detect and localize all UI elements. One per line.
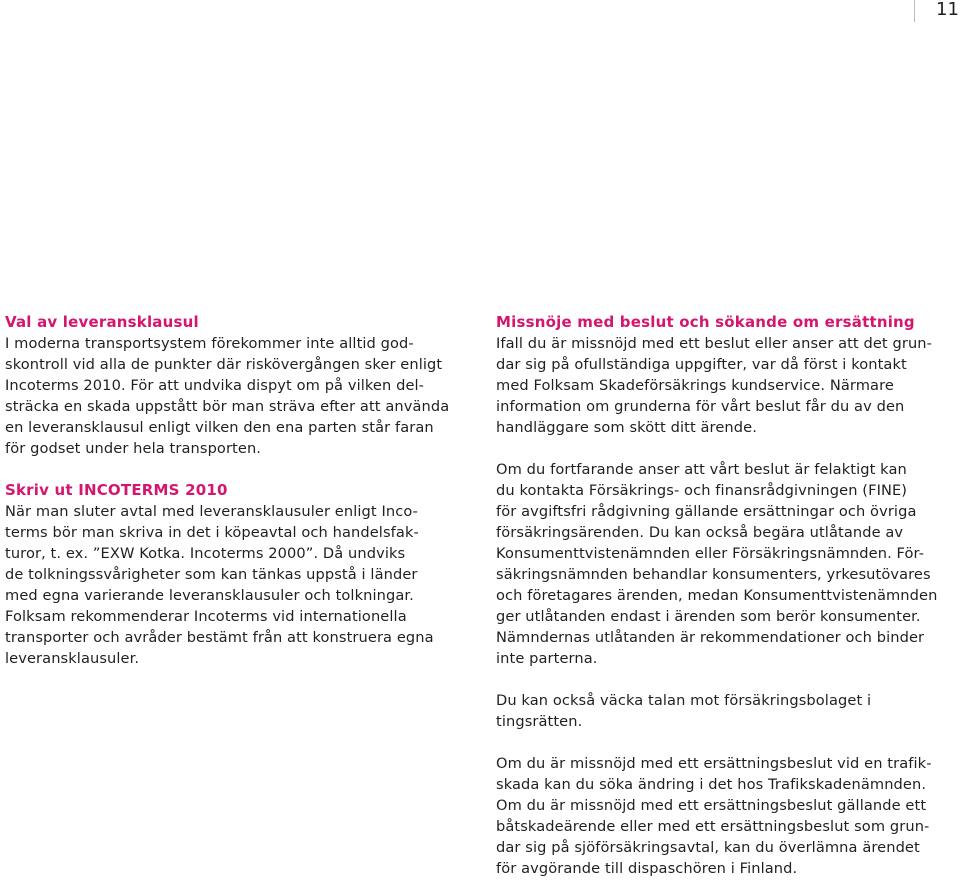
section-paragraph: I moderna transportsystem förekommer inte alltid god- skontroll vid alla de punkter där riskövergången sker enligt Incoterms 2010. För att undvika dispyt om på vilken del- sträcka en skada uppstått bör man sträva efter att använda en leveransklausul enligt vilken den ena parten står faran för godset under hela transporten. [5,335,450,457]
section-leveransklausul [5,312,467,459]
paragraph-fine: Om du fortfarande anser att vårt beslut är felaktigt kan du kontakta Försäkrings- och finansrådgivningen (FINE) för avgiftsfri rådgivning gällande ersättningar och övriga försäkringsärenden. Du kan också begära utlåtande av Konsumenttvistenämnden eller Försäkringsnämnden. För- säkringsnämnden behandlar konsumenters, yrkesutövares och företagares ärenden, medan Konsumenttvistenämnden ger utlåtanden endast i ärenden som berör konsumenter. Nämndernas utlåtanden är rekommendationer och binder inte parterna. [496,461,938,667]
section-heading: Missnöje med beslut och sökande om ersättning [496,313,915,331]
paragraph-trafikskada: Om du är missnöjd med ett ersättningsbeslut vid en trafik- skada kan du söka ändring i det hos Trafikskadenämnden. Om du är missnöjd med ett ersättningsbeslut gällande ett båtskadeärende eller med ett ersättningsbeslut som grun- dar sig på sjöförsäkringsavtal, kan du överlämna ärendet för avgörande till dispaschören i Finland. [496,755,932,877]
section-heading: Val av leveransklausul [5,313,199,331]
section-incoterms [5,480,467,669]
paragraph-tingsratten: Du kan också väcka talan mot försäkringsbolaget i tingsrätten. [496,692,872,730]
paragraph-kundservice: Ifall du är missnöjd med ett beslut eller anser att det grun- dar sig på ofullständiga uppgifter, var då först i kontakt med Folksam Skadeförsäkrings kundservice. Närmare information om grunderna för vårt beslut får du av den handläggare som skött ditt ärende. [496,335,933,436]
page-corner-rule [914,0,915,22]
section-heading: Skriv ut INCOTERMS 2010 [5,481,228,499]
left-column [5,312,467,669]
right-column [496,312,958,879]
page-number: 11 [936,0,959,20]
section-paragraph: När man sluter avtal med leveransklausuler enligt Inco- terms bör man skriva in det i köpeavtal och handelsfak- turor, t. ex. ”EXW Kotka. Incoterms 2000”. Då undviks de tolkningssvårigheter som kan tänkas uppstå i länder med egna varierande leveransklausuler och tolkningar. Folksam rekommenderar Incoterms vid internationella transporter och avråder bestämt från att konstruera egna leveransklausuler. [5,503,434,667]
